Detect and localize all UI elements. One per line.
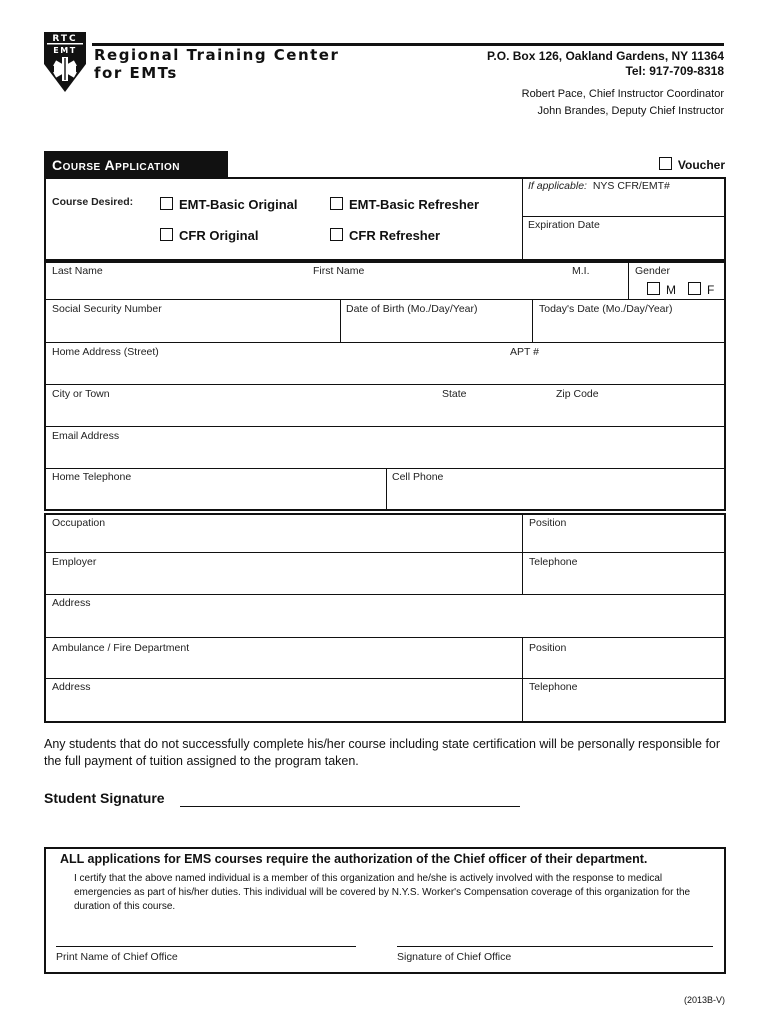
state-field[interactable]: State	[442, 388, 467, 400]
employment-box	[44, 513, 726, 723]
dept-telephone-field[interactable]: Telephone	[529, 681, 578, 693]
divider	[532, 299, 533, 342]
employer-address-field[interactable]: Address	[52, 597, 91, 609]
course-desired-label: Course Desired:	[52, 196, 134, 208]
staff-line-1: Robert Pace, Chief Instructor Coordinator	[521, 88, 724, 100]
ssn-field[interactable]: Social Security Number	[52, 303, 162, 315]
gender-label: Gender	[635, 265, 671, 277]
divider	[44, 552, 726, 553]
nys-cfr-field[interactable]: If applicable: NYS CFR/EMT#	[528, 180, 670, 192]
gender-m-checkbox[interactable]: M	[647, 282, 676, 297]
employer-telephone-field[interactable]: Telephone	[529, 556, 578, 568]
dept-position-field[interactable]: Position	[529, 642, 567, 654]
divider	[44, 594, 726, 595]
apt-field[interactable]: APT #	[510, 346, 539, 358]
voucher-checkbox[interactable]: Voucher	[659, 157, 725, 172]
checkbox-icon	[160, 197, 173, 210]
gender-f-checkbox[interactable]: F	[688, 282, 714, 297]
employer-field[interactable]: Employer	[52, 556, 97, 568]
option-cfr-original[interactable]: CFR Original	[160, 228, 258, 243]
home-telephone-field[interactable]: Home Telephone	[52, 471, 132, 483]
cell-phone-field[interactable]: Cell Phone	[392, 471, 444, 483]
checkbox-icon	[659, 157, 672, 170]
option-emt-basic-original[interactable]: EMT-Basic Original	[160, 197, 297, 212]
divider	[44, 678, 726, 679]
zip-field[interactable]: Zip Code	[556, 388, 599, 400]
divider	[44, 299, 726, 300]
divider	[522, 513, 523, 594]
city-field[interactable]: City or Town	[52, 388, 110, 400]
chief-signature-label: Signature of Chief Office	[397, 951, 512, 963]
divider	[44, 426, 726, 427]
staff-line-2: John Brandes, Deputy Chief Instructor	[537, 105, 724, 117]
divider	[628, 261, 629, 299]
first-name-field[interactable]: First Name	[313, 265, 365, 277]
checkbox-icon	[688, 282, 701, 295]
option-emt-basic-refresher[interactable]: EMT-Basic Refresher	[330, 197, 479, 212]
divider	[44, 342, 726, 343]
form-title: Course Application	[44, 151, 228, 177]
expiration-date-field[interactable]: Expiration Date	[528, 219, 600, 231]
checkbox-icon	[330, 228, 343, 241]
svg-text:EMT: EMT	[53, 46, 77, 55]
org-name-line1: Regional Training Center	[94, 46, 340, 64]
student-signature-label: Student Signature	[44, 790, 165, 806]
org-phone: Tel: 917-709-8318	[625, 64, 724, 78]
position-field[interactable]: Position	[529, 517, 567, 529]
divider	[340, 299, 341, 342]
checkbox-icon	[330, 197, 343, 210]
divider	[44, 468, 726, 469]
rtc-emt-logo	[42, 30, 88, 94]
divider	[386, 468, 387, 511]
mi-field[interactable]: M.I.	[572, 265, 590, 277]
email-field[interactable]: Email Address	[52, 430, 120, 442]
home-address-field[interactable]: Home Address (Street)	[52, 346, 159, 358]
student-signature-line[interactable]	[180, 806, 520, 807]
org-address: P.O. Box 126, Oakland Gardens, NY 11364	[486, 49, 724, 63]
divider	[522, 177, 523, 261]
checkbox-icon	[647, 282, 660, 295]
authorization-title: ALL applications for EMS courses require the authorization of the Chief officer of their department.	[60, 852, 648, 866]
dept-address-field[interactable]: Address	[52, 681, 91, 693]
authorization-text: I certify that the above named individual is a member of this organization and he/she is actively involved with the response to medical emergencies as part of his/her duties. This individual will be covered by N.Y.S. Worker's Compensation coverage of this organization for the duration of this course.	[74, 873, 691, 912]
divider	[44, 637, 726, 638]
option-cfr-refresher[interactable]: CFR Refresher	[330, 228, 440, 243]
svg-text:RTC: RTC	[52, 34, 78, 44]
tuition-notice: Any students that do not successfully complete his/her course including state certification will be personally responsible for the full payment of tuition assigned to the program taken.	[44, 737, 721, 768]
checkbox-icon	[160, 228, 173, 241]
form-id: (2013B-V)	[683, 995, 725, 1005]
todays-date-field[interactable]: Today's Date (Mo./Day/Year)	[539, 303, 673, 315]
divider	[522, 637, 523, 723]
chief-signature-line[interactable]	[397, 946, 713, 947]
divider	[522, 216, 724, 217]
print-name-label: Print Name of Chief Office	[56, 951, 178, 963]
print-name-line[interactable]	[56, 946, 356, 947]
ambulance-fire-dept-field[interactable]: Ambulance / Fire Department	[52, 642, 190, 654]
occupation-field[interactable]: Occupation	[52, 517, 106, 529]
org-name-line2: for EMTs	[94, 64, 178, 82]
divider	[44, 384, 726, 385]
dob-field[interactable]: Date of Birth (Mo./Day/Year)	[346, 303, 478, 315]
last-name-field[interactable]: Last Name	[52, 265, 103, 277]
